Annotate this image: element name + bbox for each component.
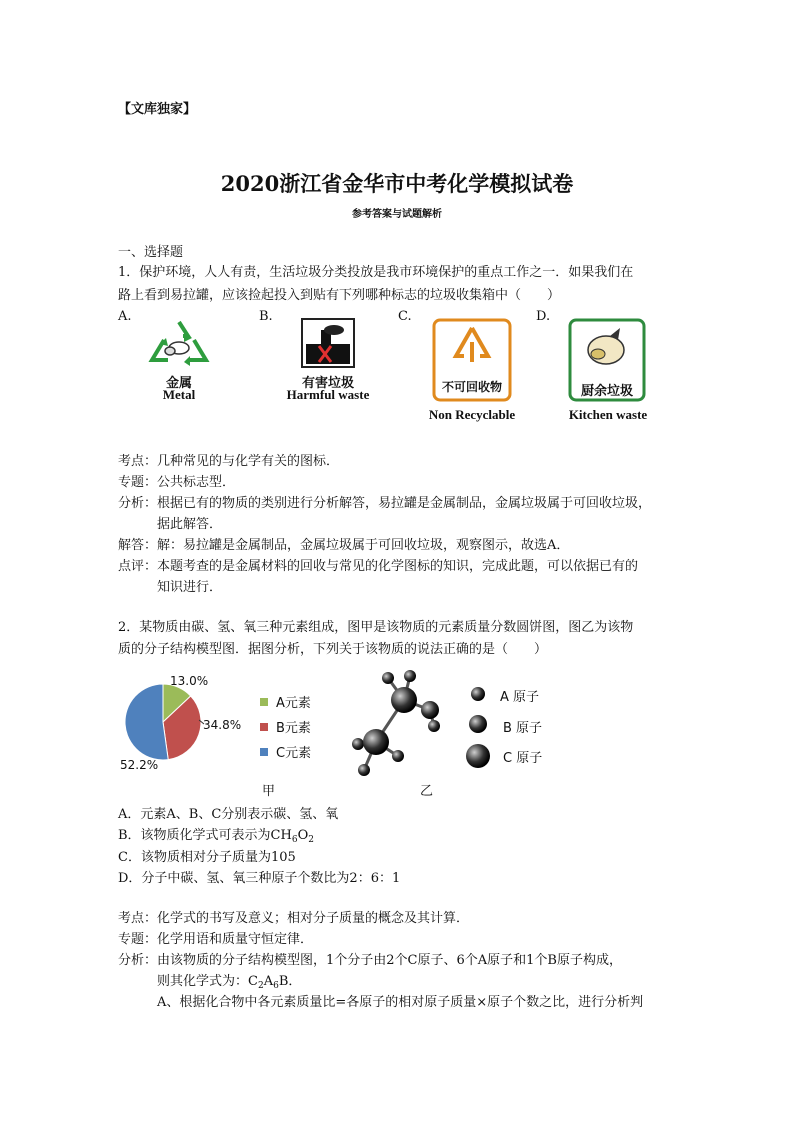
figure-label-yi: 乙 <box>420 784 434 799</box>
pie-label-c: 52.2% <box>120 758 159 772</box>
q2-option-c: C．该物质相对分子质量为105 <box>118 850 296 865</box>
atom-legend-c: C 原子 <box>503 751 543 766</box>
page-title: 2020浙江省金华市中考化学模拟试卷 <box>220 171 574 196</box>
q2-fenxi-sub2: 6 <box>273 981 279 991</box>
harmful-waste-icon <box>301 318 355 368</box>
q1-option-b-letter: B. <box>259 309 273 324</box>
legend-swatch-c <box>260 748 268 756</box>
q1-fenxi-line2: 据此解答． <box>157 517 223 532</box>
q2-kaodian: 考点：化学式的书写及意义；相对分子质量的概念及其计算． <box>118 911 470 926</box>
atom-legend-icons <box>466 684 496 770</box>
q1-option-d-cn: 厨余垃圾 <box>580 384 633 399</box>
q1-option-c-letter: C. <box>398 309 412 324</box>
q1-jieda: 解答：解：易拉罐是金属制品，金属垃圾属于可回收垃圾，观察图示，故选A． <box>118 538 570 553</box>
recycle-icon <box>146 318 212 368</box>
q1-option-c-en: Non Recyclable <box>428 407 516 422</box>
q2-option-b <box>118 827 314 849</box>
q1-option-a-en: Metal <box>162 387 196 402</box>
q2-fenxi-mid: A <box>263 974 274 989</box>
q1-fenxi-line1: 分析：根据已有的物质的类别进行分析解答，易拉罐是金属制品，金属垃圾属于可回收垃圾， <box>118 496 652 511</box>
q1-option-a-letter: A. <box>118 309 132 324</box>
legend-swatch-b <box>260 723 268 731</box>
q2-option-a: A．元素A、B、C分别表示碳、氢、氧 <box>118 807 339 822</box>
legend-label-c: C元素 <box>276 746 312 761</box>
q2-fenxi-line2-text: 则其化学式为：C <box>157 974 258 989</box>
pie-slice-c <box>125 684 168 760</box>
legend-label-a: A元素 <box>276 696 311 711</box>
q2-fenxi-line2 <box>157 973 301 995</box>
q2-fenxi-sub1: 2 <box>257 981 264 991</box>
q1-option-b-cn: 有害垃圾 <box>301 376 354 391</box>
q1-option-c-cn: 不可回收物 <box>441 380 502 394</box>
q2-text-line1: 2．某物质由碳、氢、氧三种元素组成，图甲是该物质的元素质量分数圆饼图，图乙为该物 <box>118 620 634 635</box>
q1-option-b-en: Harmful waste <box>286 387 370 402</box>
q2-option-d: D．分子中碳、氢、氧三种原子个数比为2：6：1 <box>118 871 401 886</box>
header-tag: 【文库独家】 <box>118 102 197 117</box>
section-heading: 一、选择题 <box>118 245 184 260</box>
page-subtitle: 参考答案与试题解析 <box>352 209 442 220</box>
pie-label-b: 34.8% <box>203 718 242 732</box>
q1-option-d-en: Kitchen waste <box>568 407 648 422</box>
legend-swatch-a <box>260 698 268 706</box>
q2-fenxi-post: B． <box>278 974 302 989</box>
q2-text-line2: 质的分子结构模型图．据图分析，下列关于该物质的说法正确的是（ ） <box>118 642 548 657</box>
q2-option-b-text: B．该物质化学式可表示为CH <box>118 828 292 843</box>
q1-option-a-cn: 金属 <box>165 376 192 391</box>
q1-text-line2: 路上看到易拉罐，应该捡起投入到贴有下列哪种标志的垃圾收集箱中（ ） <box>118 288 561 303</box>
legend-item-a <box>260 692 311 711</box>
pie-label-a: 13.0% <box>170 674 209 688</box>
legend-item-c <box>260 742 311 761</box>
q2-fenxi-line3: A、根据化合物中各元素质量比=各原子的相对原子质量×原子个数之比，进行分析判 <box>157 995 644 1010</box>
atom-legend-b: B 原子 <box>503 721 543 736</box>
q1-zhuanti: 专题：公共标志型． <box>118 475 236 490</box>
q1-dianping-line2: 知识进行． <box>157 580 223 595</box>
q1-kaodian: 考点：几种常见的与化学有关的图标． <box>118 454 340 469</box>
q1-option-d-letter: D. <box>536 309 551 324</box>
molecule-model <box>350 664 460 782</box>
legend-label-b: B元素 <box>276 721 311 736</box>
q2-fenxi-line1: 分析：由该物质的分子结构模型图，1个分子由2个C原子、6个A原子和1个B原子构成， <box>118 953 622 968</box>
atom-legend-a: A 原子 <box>500 690 540 705</box>
q2-option-b-sub1: 6 <box>291 835 298 845</box>
legend-item-b <box>260 717 311 736</box>
q1-dianping-line1: 点评：本题考查的是金属材料的回收与常见的化学图标的知识，完成此题，可以依据已有的 <box>118 559 639 574</box>
q2-zhuanti: 专题：化学用语和质量守恒定律． <box>118 932 314 947</box>
q1-text-line1: 1．保护环境，人人有责，生活垃圾分类投放是我市环境保护的重点工作之一．如果我们在 <box>118 265 634 280</box>
q2-option-b-mid: O <box>297 828 309 843</box>
figure-label-jia: 甲 <box>262 784 276 799</box>
q2-option-b-sub2: 2 <box>308 835 314 845</box>
